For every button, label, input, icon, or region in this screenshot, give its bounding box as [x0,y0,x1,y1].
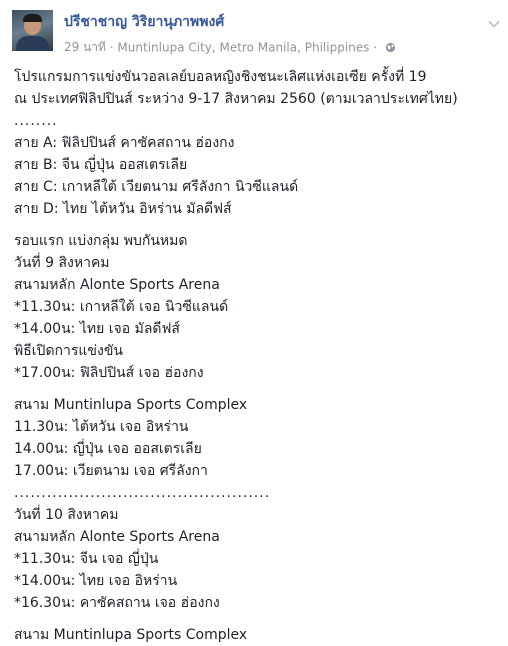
chevron-down-icon[interactable] [486,16,502,32]
post-content [14,66,494,646]
venue-title: สนาม Muntinlupa Sports Complex [14,397,248,413]
meta-separator: · [109,40,114,55]
match-line: *17.00น: ฟิลิปปินส์ เจอ ฮ่องกง [14,365,204,381]
post-time[interactable]: 29 นาที [64,40,106,54]
day-title: วันที่ 10 สิงหาคม [14,507,119,523]
venue-title: สนาม Muntinlupa Sports Complex [14,627,248,643]
match-line: *11.30น: เกาหลีใต้ เจอ นิวซีแลนด์ [14,299,229,315]
author-name[interactable]: ปรีชาชาญ วิริยานุภาพพงศ์ [64,14,225,30]
globe-icon[interactable] [385,42,396,53]
meta-separator-2: · [373,40,378,55]
match-line: *14.00น: ไทย เจอ อิหร่าน [14,573,178,589]
venue-title: สนามหลัก Alonte Sports Arena [14,529,220,545]
ceremony-line: พิธีเปิดการแข่งขัน [14,343,123,359]
pool-line: สาย D: ไทย ไต้หวัน อิหร่าน มัลดีฟส์ [14,201,232,217]
avatar[interactable] [12,10,53,51]
match-line: 11.30น: ไต้หวัน เจอ อิหร่าน [14,419,189,435]
venue-title: สนามหลัก Alonte Sports Arena [14,277,220,293]
match-line: *14.00น: ไทย เจอ มัลดีฟส์ [14,321,180,337]
pool-line: สาย B: จีน ญี่ปุ่น ออสเตรเลีย [14,157,188,173]
separator-dots: ............................................... [14,485,271,501]
post-meta [64,38,396,57]
match-line: *11.30น: จีน เจอ ญี่ปุ่น [14,551,159,567]
match-line: *16.30น: คาซัคสถาน เจอ ฮ่องกง [14,595,220,611]
day-title: วันที่ 9 สิงหาคม [14,255,110,271]
match-line: 17.00น: เวียตนาม เจอ ศรีลังกา [14,463,208,479]
match-line: 14.00น: ญี่ปุ่น เจอ ออสเตรเลีย [14,441,202,457]
pool-line: สาย A: ฟิลิปปินส์ คาซัคสถาน ฮ่องกง [14,135,235,151]
post-location[interactable]: Muntinlupa City, Metro Manila, Philippines [117,40,370,55]
intro-line: โปรแกรมการแข่งขันวอลเลย์บอลหญิงชิงชนะเลิศแห่งเอเซีย ครั้งที่ 19 [14,69,427,85]
post-header [12,10,502,60]
intro-line: ณ ประเทศฟิลิปปินส์ ระหว่าง 9-17 สิงหาคม 2560 (ตามเวลาประเทศไทย) [14,91,458,107]
pool-line: สาย C: เกาหลีใต้ เวียตนาม ศรีลังกา นิวซีแลนด์ [14,179,299,195]
round-title: รอบแรก แบ่งกลุ่ม พบกันหมด [14,233,188,249]
separator-dots: ........ [14,113,58,129]
